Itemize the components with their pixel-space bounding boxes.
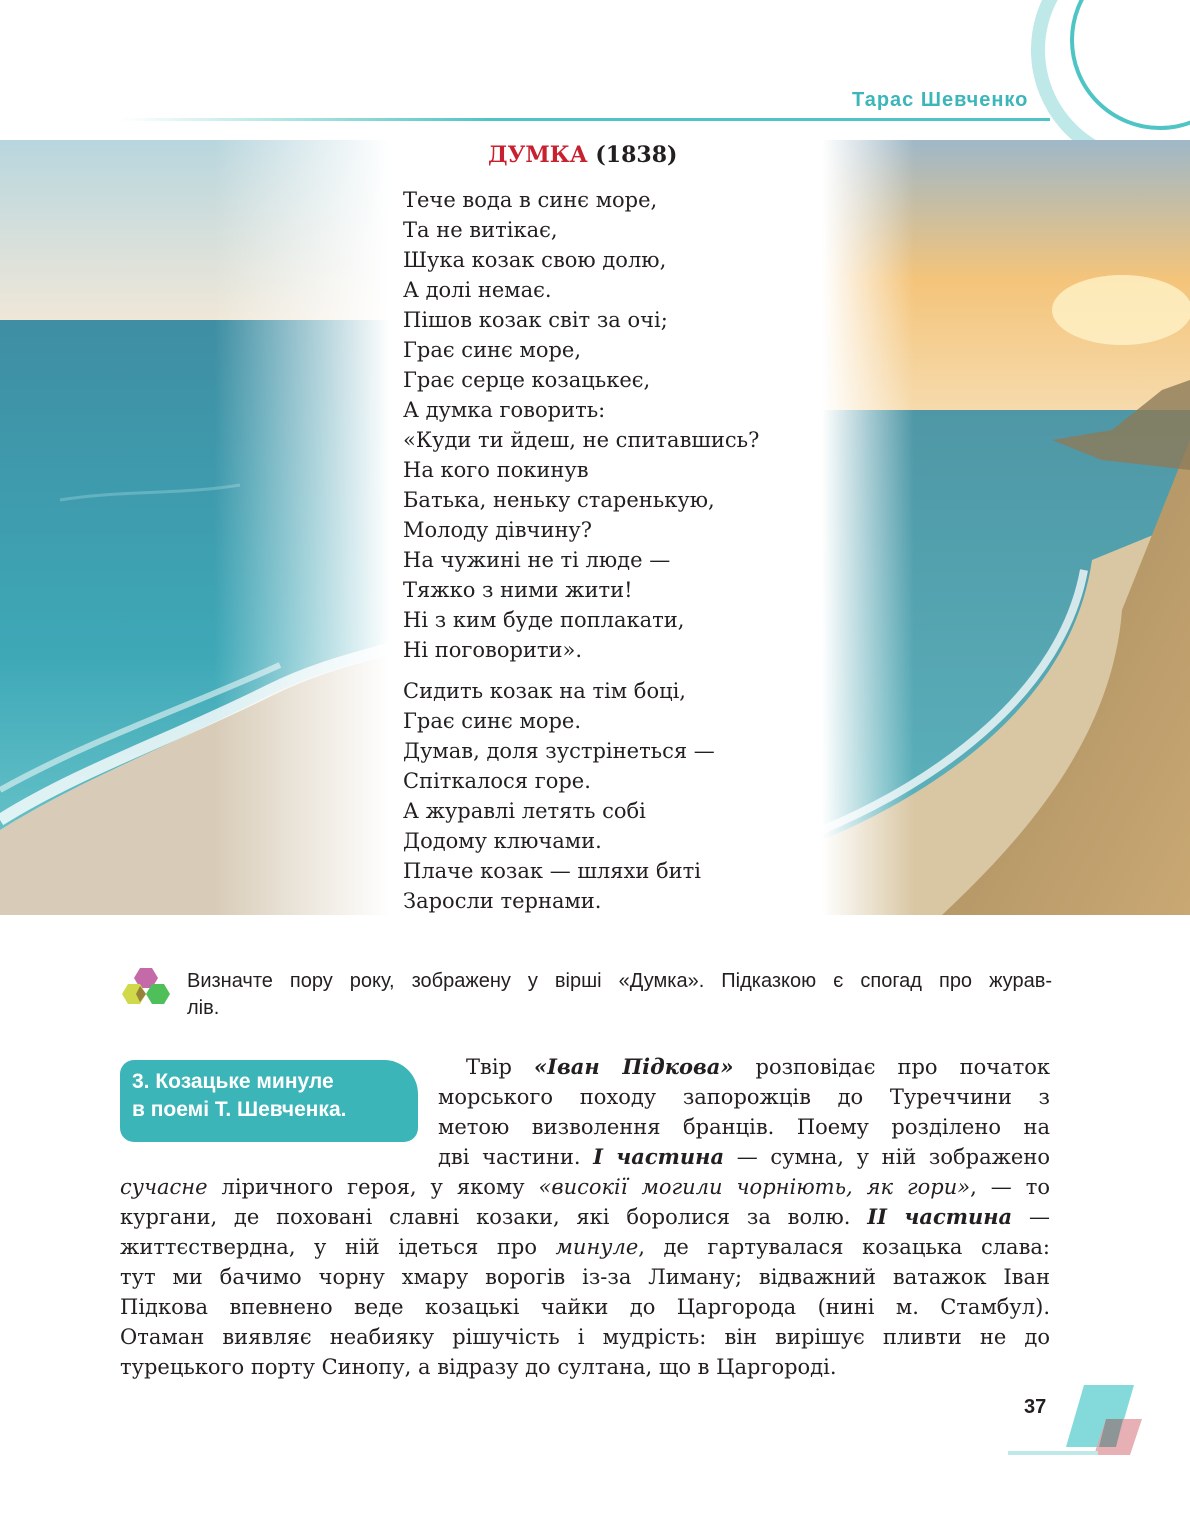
body-text-run: ліричного героя, у якому bbox=[207, 1175, 539, 1199]
body-line: турецького порту Синопу, а відразу до султана, що в Царгороді. bbox=[120, 1355, 837, 1379]
poem-line: А журавлі летять собі bbox=[403, 799, 646, 823]
body-line bbox=[438, 1142, 1050, 1172]
body-line: Підкова впевнено веде козацькі чайки до Царгорода (нині м. Стамбул). bbox=[120, 1295, 1050, 1319]
poem-line: Заросли тернами. bbox=[403, 889, 602, 913]
sea-illustration-left bbox=[0, 140, 390, 915]
poem-line: Тече вода в синє море, bbox=[403, 188, 658, 212]
italic-term: минуле bbox=[555, 1235, 639, 1259]
poem-line: Сидить козак на тім боці, bbox=[403, 679, 686, 703]
poem-line: А думка говорить: bbox=[403, 398, 606, 422]
task-line: лів. bbox=[187, 997, 220, 1019]
poem-stanza-1 bbox=[403, 185, 759, 665]
body-text-run: — сумна, у ній зображено bbox=[724, 1145, 1050, 1169]
running-head: Тарас Шевченко bbox=[852, 89, 1029, 111]
poem-year: (1838) bbox=[595, 142, 678, 168]
poem-title bbox=[488, 142, 677, 168]
poem-line: Шука козак свою долю, bbox=[403, 248, 667, 272]
poem-line: Молоду дівчину? bbox=[403, 518, 593, 542]
body-text-run: — bbox=[1012, 1205, 1050, 1229]
body-text-run: дві частини. bbox=[438, 1145, 594, 1169]
section-heading-line: 3. Козацьке минуле bbox=[132, 1070, 334, 1093]
sea-illustration-right bbox=[822, 140, 1190, 915]
body-line: Отаман виявляє неабияку рішучість і мудрість: він вирішує пливти не до bbox=[120, 1325, 1050, 1349]
task-hexagons-icon bbox=[118, 966, 182, 1014]
task-line: Визначте пору року, зображену у вірші «Думка». Підказкою є спогад про журав- bbox=[187, 970, 1052, 992]
poem-line: Додому ключами. bbox=[403, 829, 602, 853]
body-line: тут ми бачимо чорну хмару ворогів із-за Лиману; відважний ватажок Іван bbox=[120, 1265, 1050, 1289]
part-one-emphasis: І частина bbox=[593, 1144, 725, 1169]
poem-title-text: ДУМКА bbox=[488, 142, 588, 168]
quote-italic: «високії могили чорніють, як гори» bbox=[538, 1175, 971, 1199]
poem-line: Спіткалося горе. bbox=[403, 769, 591, 793]
task-question bbox=[187, 968, 1052, 1022]
body-narrow-block bbox=[438, 1052, 1050, 1172]
poem-stanza-2 bbox=[403, 676, 715, 916]
body-text-run: , де гартувалася козацька слава: bbox=[638, 1235, 1050, 1259]
work-title-emphasis: «Іван Підкова» bbox=[534, 1054, 734, 1079]
body-text-run: життєствердна, у ній ідеться про bbox=[120, 1235, 556, 1259]
header-rule bbox=[120, 118, 1050, 121]
body-line bbox=[120, 1172, 1050, 1202]
body-paragraph bbox=[120, 1052, 1050, 1382]
italic-term: сучасне bbox=[120, 1175, 208, 1199]
body-line bbox=[438, 1052, 1050, 1082]
poem-line: Батька, неньку старенькую, bbox=[403, 488, 715, 512]
poem-line: Тяжко з ними жити! bbox=[403, 578, 633, 602]
body-text-run: розповідає про початок bbox=[733, 1055, 1050, 1079]
section-heading-line: в поемі Т. Шевченка. bbox=[132, 1098, 347, 1121]
header-arc-ornament bbox=[1010, 0, 1190, 160]
body-text-run: кургани, де поховані славні козаки, які боролися за волю. bbox=[120, 1205, 868, 1229]
poem-line: Пішов козак світ за очі; bbox=[403, 308, 668, 332]
poem-line: Та не витікає, bbox=[403, 218, 558, 242]
body-text-run: Твір bbox=[466, 1055, 535, 1079]
body-line: метою визволення бранців. Поему розділено на bbox=[438, 1115, 1050, 1139]
poem-line: Ні поговорити». bbox=[403, 638, 583, 662]
poem-line: А долі немає. bbox=[403, 278, 552, 302]
page-number: 37 bbox=[1024, 1396, 1047, 1418]
poem-line: Думав, доля зустрінеться — bbox=[403, 739, 715, 763]
poem-line: Плаче козак — шляхи биті bbox=[403, 859, 701, 883]
body-line bbox=[120, 1232, 1050, 1262]
body-line: морського походу запорожців до Туреччини з bbox=[438, 1085, 1050, 1109]
poem-line: Грає синє море, bbox=[403, 338, 582, 362]
poem-line: Грає синє море. bbox=[403, 709, 582, 733]
poem-line: На чужині не ті люде — bbox=[403, 548, 671, 572]
poem-line: «Куди ти йдеш, не спитавшись? bbox=[403, 428, 760, 452]
body-text-run: , — то bbox=[970, 1175, 1050, 1199]
body-line bbox=[120, 1202, 1050, 1232]
part-two-emphasis: ІІ частина bbox=[867, 1204, 1013, 1229]
poem-line: На кого покинув bbox=[403, 458, 589, 482]
poem-line: Грає серце козацькеє, bbox=[403, 368, 651, 392]
poem-line: Ні з ким буде поплакати, bbox=[403, 608, 685, 632]
